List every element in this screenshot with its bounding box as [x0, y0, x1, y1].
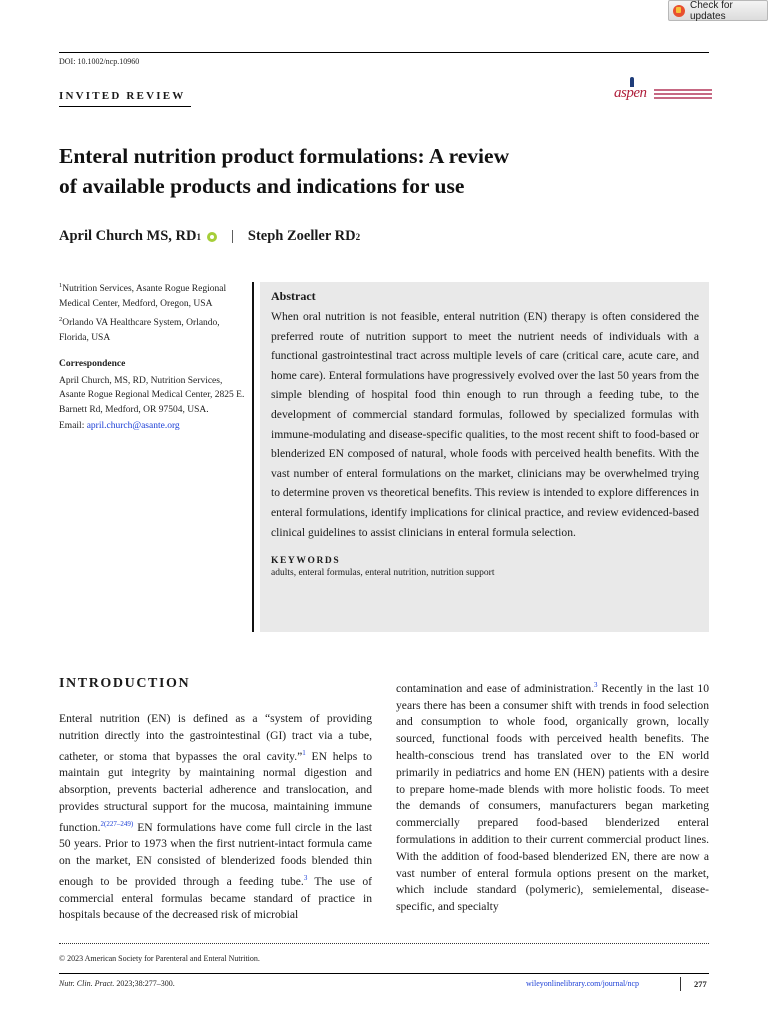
ref-link-2[interactable]: 2(227–249) — [100, 819, 134, 828]
check-for-updates-button[interactable] — [668, 0, 768, 21]
footer-dotted-rule — [59, 943, 709, 944]
journal-name: Nutr. Clin. Pract. — [59, 979, 115, 988]
correspondence-email-line — [59, 419, 249, 434]
journal-volume: 2023;38:277–300. — [114, 979, 175, 988]
page-number-divider — [680, 977, 681, 991]
crossmark-icon — [673, 5, 685, 17]
intro-left-text-1: Enteral nutrition (EN) is defined as a “system of providing nutrition directly into the gastrointestinal (GI) tract via a tube, catheter, or stoma that bypasses the oral cavity.” — [59, 712, 372, 763]
article-title — [59, 141, 679, 201]
email-link[interactable]: april.church@asante.org — [86, 421, 180, 432]
affiliation-1-sup: 1 — [59, 282, 63, 289]
footer-rule — [59, 973, 709, 974]
aspen-tagline-lines — [654, 89, 712, 101]
section-label: INVITED REVIEW — [59, 90, 186, 102]
journal-citation — [59, 979, 175, 988]
title-line-1: Enteral nutrition product formulations: A review — [59, 144, 510, 168]
intro-left-text-2: EN helps to maintain gut integrity by maintaining normal digestion and absorption, prevents bacterial adherence and translocation, and provides structural support for the mucosa, maintaining immune function. — [59, 749, 372, 834]
correspondence-title: Correspondence — [59, 359, 126, 370]
affiliation-2 — [59, 313, 249, 345]
email-label: Email: — [59, 421, 87, 432]
intro-left-text-3: EN formulations have come full circle in the last 50 years. Prior to 1973 when the first nutrient-intact formula came on the market, EN consisted of blenderized foods blended thin enough to be provided through a feeding tube. — [59, 820, 372, 888]
author-separator: | — [231, 228, 234, 244]
aspen-logo-text: aspen — [614, 85, 647, 101]
affiliations — [59, 279, 249, 436]
abstract-title: Abstract — [271, 289, 316, 303]
affiliation-2-text: Orlando VA Healthcare System, Orlando, Florida, USA — [59, 318, 220, 343]
title-line-2: of available products and indications for use — [59, 174, 465, 198]
author-1-name[interactable]: April Church MS, RD — [59, 228, 197, 244]
intro-right-text-2: Recently in the last 10 years there has been a consumer shift with trends in food selection and consumption to whole food, organically grown, locally sourced, functional foods with perceived health benefits. The health-conscious trend has translated over to the EN world primarily in pediatrics and home EN (HEN) patients with a desire to prepare home-made blends with more holistic foods. To meet the demands of consumers, manufacturers began marketing commercially prepared food-based blenderized enteral formulations in addition to their current commercial product lines. With the addition of food-based blenderized EN, there are now a vast number of enteral formula options present on the market, which include standard (polymeric), semielemental, disease-specific, and specialty — [396, 681, 709, 914]
introduction-heading: INTRODUCTION — [59, 676, 191, 691]
correspondence-text: April Church, MS, RD, Nutrition Services, Asante Rogue Regional Medical Center, 2825 E. Barnett Rd, Medford, OR 97504, USA. — [59, 375, 245, 415]
keywords-text: adults, enteral formulas, enteral nutrition, nutrition support — [271, 568, 495, 579]
journal-url[interactable]: wileyonlinelibrary.com/journal/ncp — [526, 979, 640, 988]
author-list — [59, 228, 360, 245]
ref-link-4[interactable]: 3 — [594, 681, 598, 689]
check-for-updates-label: Check for updates — [690, 0, 733, 22]
affiliation-1 — [59, 279, 249, 311]
doi: DOI: 10.1002/ncp.10960 — [59, 57, 140, 66]
abstract-text: When oral nutrition is not feasible, enteral nutrition (EN) therapy is often considered the preferred route of nutrition support to meet the nutrient needs of individuals with a functional gastrointestinal tract across multiple levels of care (critical care, acute care, and home care). Enteral formulations have progressively evolved over the last 50 years from the simple blending of hospital food thin enough to run through a feeding tube, to the development of commercial standard formulas, followed by specialized formulas with immune-modulating and disease-specific qualities, to the most recent shift to food-based or blenderized EN composed of natural, whole foods with perceived health benefits. With the vast number of enteral formulations on the market, clinicians may be overwhelmed trying to determine proven vs theoretical benefits. This review is intended to explore differences in enteral formulations, identify implications for clinical practice, and review evidenced-based clinical guidelines to assist clinicians in enteral formula selection. — [271, 310, 699, 539]
intro-left-column — [59, 711, 372, 924]
keywords-title: KEYWORDS — [271, 556, 341, 567]
abstract-box — [260, 282, 709, 632]
intro-left-text-4: The use of commercial enteral formulas became standard of practice in hospitals because of the decreased risk of microbial — [59, 874, 372, 922]
aspen-logo — [614, 77, 714, 105]
header-rule — [59, 52, 709, 53]
abstract-rule — [252, 282, 254, 632]
page-number: 277 — [694, 979, 707, 989]
author-2-name[interactable]: Steph Zoeller RD — [247, 228, 356, 244]
ref-link-3[interactable]: 3 — [303, 873, 308, 882]
section-underline — [59, 106, 191, 107]
author-1-affil: 1 — [196, 231, 201, 242]
author-2-affil: 2 — [355, 231, 361, 242]
affiliation-1-text: Nutrition Services, Asante Rogue Regional Medical Center, Medford, Oregon, USA — [59, 284, 227, 309]
orcid-icon[interactable] — [207, 232, 217, 242]
ref-link-1[interactable]: 1 — [302, 748, 306, 757]
intro-right-column — [396, 677, 709, 916]
copyright: © 2023 American Society for Parenteral and Enteral Nutrition. — [59, 954, 260, 963]
intro-right-text-1: contamination and ease of administration. — [396, 681, 595, 695]
affiliation-2-sup: 2 — [59, 316, 63, 324]
